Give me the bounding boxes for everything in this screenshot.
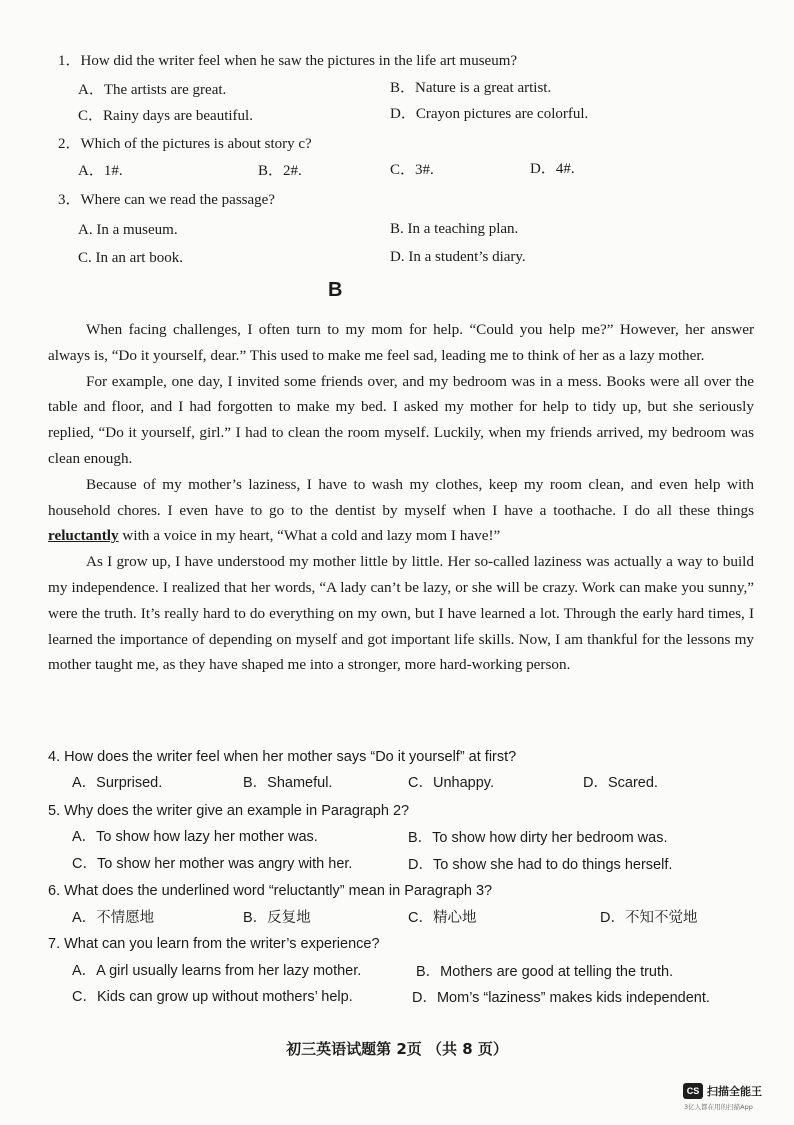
question-1-option-c: C．Rainy days are beautiful. — [78, 108, 253, 124]
question-2-option-a: A．1#. — [78, 163, 123, 179]
question-5-option-a: A．To show how lazy her mother was. — [72, 829, 318, 845]
question-5-option-b: B．To show how dirty her bedroom was. — [408, 830, 668, 846]
question-3-option-d: D. In a student’s diary. — [390, 249, 526, 265]
camscanner-tagline: 3亿人都在用的扫描App — [684, 1103, 753, 1111]
question-4-option-a: A．Surprised. — [72, 775, 163, 791]
question-7-option-c: C．Kids can grow up without mothers’ help. — [72, 989, 353, 1005]
passage-paragraph-1: When facing challenges, I often turn to my mom for help. “Could you help me?” However, her answer always is, “Do it yourself, dear.” This used to make me feel sad, leading me to think of her as a lazy mother. — [48, 321, 754, 364]
passage-paragraph-3 — [48, 472, 754, 549]
question-4-option-c: C．Unhappy. — [408, 775, 494, 791]
question-6-option-b: B．反复地 — [243, 910, 311, 926]
question-2-stem: 2．Which of the pictures is about story c? — [58, 136, 312, 152]
question-5-stem: 5. Why does the writer give an example in Paragraph 2? — [48, 803, 410, 819]
question-1-option-b: B．Nature is a great artist. — [390, 80, 552, 96]
passage-paragraph-4: As I grow up, I have understood my mother little by little. Her so-called laziness was actually a way to build my independence. I realized that her words, “A lady can’t be lazy, or she will be crazy. Work can make you sunny,” were the truth. It’s really hard to do everything on my own, but I have learned a lot. Through the early hard times, I learned the importance of depending on myself and got important life skills. Now, I am thankful for the lessons my mother taught me, as they have shaped me into a stronger, more hard-working person. — [48, 553, 754, 674]
paragraph-3-text-start: Because of my mother’s laziness, I have to wash my clothes, keep my room clean, and even help with household chores. I even have to go to the dentist by myself when I have a toothache. I do all these things — [48, 475, 754, 519]
paragraph-3-text-end: with a voice in my heart, “What a cold and lazy mom I have!” — [118, 527, 501, 545]
question-7-option-a: A．A girl usually learns from her lazy mother. — [72, 963, 362, 979]
question-4-option-d: D．Scared. — [583, 775, 658, 791]
question-3-option-b: B. In a teaching plan. — [390, 221, 519, 237]
camscanner-name: 扫描全能王 — [707, 1085, 762, 1098]
question-2-option-b: B．2#. — [258, 163, 302, 179]
camscanner-logo-icon: CS — [683, 1083, 703, 1099]
question-6-option-a: A．不情愿地 — [72, 910, 155, 926]
question-7-option-b: B．Mothers are good at telling the truth. — [416, 964, 674, 980]
question-6-option-d: D．不知不觉地 — [600, 910, 698, 926]
question-6-stem: 6. What does the underlined word “reluctantly” mean in Paragraph 3? — [48, 883, 493, 899]
question-4-option-b: B．Shameful. — [243, 775, 333, 791]
question-7-option-d: D．Mom’s “laziness” makes kids independent. — [412, 990, 710, 1006]
question-3-option-a: A. In a museum. — [78, 222, 178, 238]
passage-paragraph-2: For example, one day, I invited some friends over, and my bedroom was in a mess. Books were all over the table and floor, and I had forgotten to make my bed. I asked my mother for help to tidy up, but she seriously replied, “Do it yourself, girl.” I had to clean the room myself. Luckily, when my friends arrived, my bedroom was clean enough. — [48, 372, 754, 467]
page-footer: 初三英语试题第 2页 （共 8 页） — [286, 1040, 508, 1058]
question-1-stem: 1．How did the writer feel when he saw the pictures in the life art museum? — [58, 53, 518, 69]
question-2-option-d: D．4#. — [530, 161, 575, 177]
question-1-option-d: D．Crayon pictures are colorful. — [390, 106, 589, 122]
question-1-option-a: A．The artists are great. — [78, 82, 227, 98]
question-3-option-c: C. In an art book. — [78, 250, 183, 266]
question-7-stem: 7. What can you learn from the writer’s experience? — [48, 936, 380, 952]
question-5-option-d: D．To show she had to do things herself. — [408, 857, 673, 873]
question-4-stem: 4. How does the writer feel when her mother says “Do it yourself” at first? — [48, 749, 517, 765]
underlined-word: reluctantly — [48, 527, 119, 545]
reading-passage — [48, 317, 754, 678]
question-2-option-c: C．3#. — [390, 162, 434, 178]
question-6-option-c: C．精心地 — [408, 910, 477, 926]
question-5-option-c: C．To show her mother was angry with her. — [72, 856, 353, 872]
section-b-heading: B — [328, 279, 343, 301]
question-3-stem: 3．Where can we read the passage? — [58, 192, 275, 208]
